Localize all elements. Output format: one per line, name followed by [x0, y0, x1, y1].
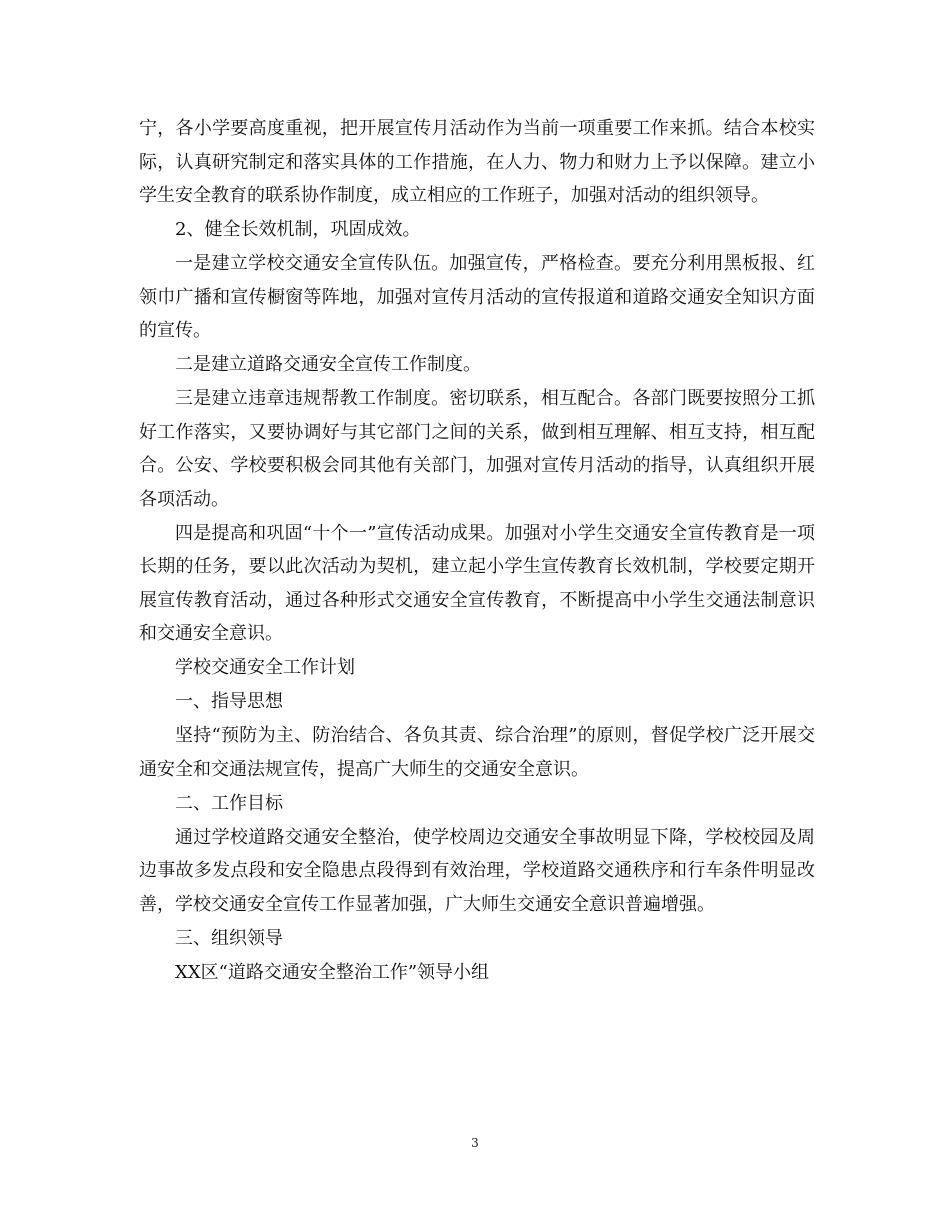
paragraph-guiding-ideology: 坚持“预防为主、防治结合、各负其责、综合治理”的原则，督促学校广泛开展交通安全和交通法规宣传，提高广大师生的交通安全意识。 — [139, 725, 815, 780]
heading-organization: 三、组织领导 — [175, 927, 283, 949]
heading-guiding-ideology: 一、指导思想 — [175, 691, 283, 712]
paragraph-4: 二是建立道路交通安全宣传工作制度。 — [175, 354, 481, 375]
section-title: 学校交通安全工作计划 — [175, 657, 355, 678]
page-number: 3 — [471, 1136, 479, 1150]
paragraph-leading-group: XX区“道路交通安全整治工作”领导小组 — [175, 961, 490, 983]
heading-work-goals: 二、工作目标 — [175, 792, 283, 814]
paragraph-3: 一是建立学校交通安全宣传队伍。加强宣传，严格检查。要充分利用黑板报、红领巾广播和宣传橱窗等阵地，加强对宣传月活动的宣传报道和道路交通安全知识方面的宣传。 — [139, 253, 815, 341]
paragraph-6: 四是提高和巩固“十个一”宣传活动成果。加强对小学生交通安全宣传教育是一项长期的任务，要以此次活动为契机，建立起小学生宣传教育长效机制，学校要定期开展宣传教育活动，通过各种形式交通安全宣传教育，不断提高中小学生交通法制意识和交通安全意识。 — [139, 522, 815, 644]
paragraph-2: 2、健全长效机制，巩固成效。 — [175, 219, 421, 240]
paragraph-5: 三是建立违章违规帮教工作制度。密切联系，相互配合。各部门既要按照分工抓好工作落实，又要协调好与其它部门之间的关系，做到相互理解、相互支持，相互配合。公安、学校要积极会同其他有关部门，加强对宣传月活动的指导，认真组织开展各项活动。 — [139, 388, 815, 510]
paragraph-1: 宁，各小学要高度重视，把开展宣传月活动作为当前一项重要工作来抓。结合本校实际，认真研究制定和落实具体的工作措施，在人力、物力和财力上予以保障。建立小学生安全教育的联系协作制度，成立相应的工作班子，加强对活动的组织领导。 — [139, 118, 815, 206]
paragraph-work-goals: 通过学校道路交通安全整治，使学校周边交通安全事故明显下降，学校校园及周边事故多发点段和安全隐患点段得到有效治理，学校道路交通秩序和行车条件明显改善，学校交通安全宣传工作显著加强，广大师生交通安全意识普遍增强。 — [139, 826, 815, 915]
document-body — [139, 112, 815, 990]
